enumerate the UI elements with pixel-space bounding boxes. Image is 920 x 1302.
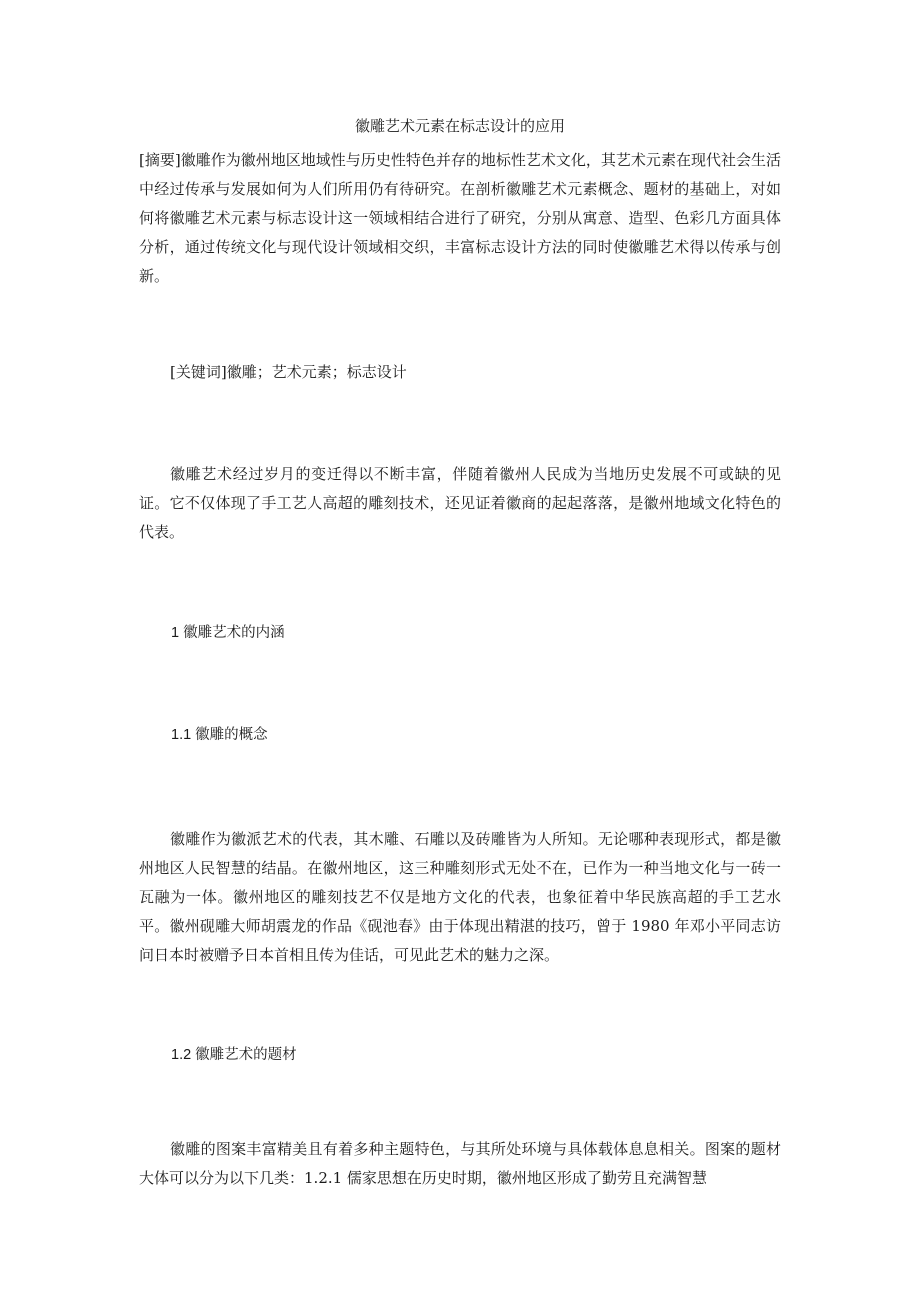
keywords-line: [关键词]徽雕；艺术元素；标志设计 [170,363,407,381]
intro-paragraph: 徽雕艺术经过岁月的变迁得以不断丰富，伴随着徽州人民成为当地历史发展不可或缺的见证。它不仅体现了手工艺人高超的雕刻技术，还见证着徽商的起起落落，是徽州地域文化特色的代表。 [139,465,781,541]
section-1-1-paragraph: 徽雕作为徽派艺术的代表，其木雕、石雕以及砖雕皆为人所知。无论哪种表现形式，都是徽州地区人民智慧的结晶。在徽州地区，这三种雕刻形式无处不在，已作为一种当地文化与一砖一瓦融为一体。徽州地区的雕刻技艺不仅是地方文化的代表，也象征着中华民族高超的手工艺水平。徽州砚雕大师胡震龙的作品《砚池春》由于体现出精湛的技巧，曾于 1980 年邓小平同志访问日本时被赠予日本首相且传为佳话，可见此艺术的魅力之深。 [139,830,781,964]
section-heading-1-2: 1.2 徽雕艺术的题材 [171,1047,297,1063]
abstract-paragraph: [摘要]徽雕作为徽州地区地域性与历史性特色并存的地标性艺术文化，其艺术元素在现代社会生活中经过传承与发展如何为人们所用仍有待研究。在剖析徽雕艺术元素概念、题材的基础上，对如何将徽雕艺术元素与标志设计这一领域相结合进行了研究，分别从寓意、造型、色彩几方面具体分析，通过传统文化与现代设计领域相交织，丰富标志设计方法的同时使徽雕艺术得以传承与创新。 [139,151,781,285]
section-heading-1: 1 徽雕艺术的内涵 [171,625,285,641]
section-heading-1-1: 1.1 徽雕的概念 [171,727,268,743]
document-title: 徽雕艺术元素在标志设计的应用 [354,117,565,135]
section-1-2-paragraph: 徽雕的图案丰富精美且有着多种主题特色，与其所处环境与具体载体息息相关。图案的题材大体可以分为以下几类：1.2.1 儒家思想在历史时期，徽州地区形成了勤劳且充满智慧 [139,1140,781,1187]
